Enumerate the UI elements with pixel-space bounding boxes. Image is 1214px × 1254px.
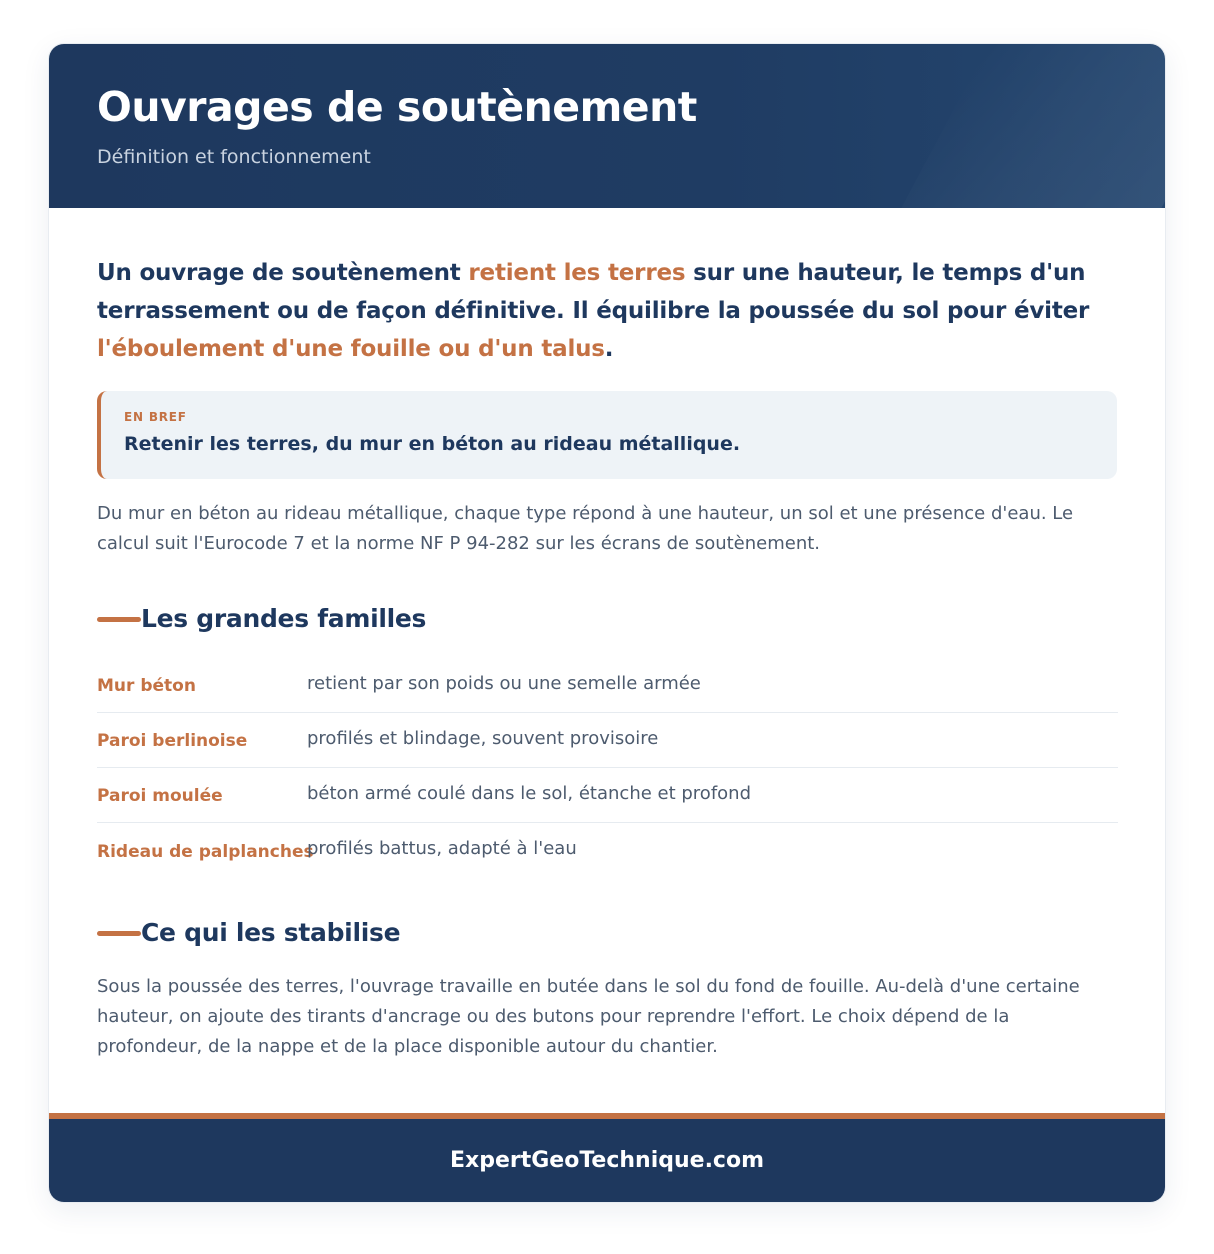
- section-title-families: [97, 602, 1117, 636]
- family-term: Mur béton: [97, 676, 196, 696]
- lead-highlight-1: retient les terres: [468, 260, 686, 286]
- brief-callout: [97, 391, 1117, 479]
- article-card: [48, 43, 1166, 1203]
- lead-highlight-2: l'éboulement d'une fouille ou d'un talus: [97, 336, 605, 362]
- family-term: Paroi berlinoise: [97, 731, 248, 751]
- table-row: [97, 768, 1118, 823]
- table-row: [97, 658, 1118, 713]
- families-table: [97, 658, 1118, 878]
- lead-text-2: sur une hauteur, le temps d'un terrassement ou de façon définitive. Il équilibre la poussée du sol pour éviter: [97, 260, 1090, 324]
- brief-label: EN BREF: [124, 410, 187, 424]
- table-row: [97, 713, 1118, 768]
- lead-paragraph: [97, 254, 1117, 368]
- section-accent-bar: [97, 617, 141, 622]
- family-term: Paroi moulée: [97, 786, 223, 806]
- stability-paragraph: Sous la poussée des terres, l'ouvrage travaille en butée dans le sol du fond de fouille. Au-delà d'une certaine hauteur, on ajoute des tirants d'ancrage ou des butons pour reprendre l'effort. Le choix dépend de la profondeur, de la nappe et de la place disponible autour du chantier.: [97, 976, 1080, 1057]
- family-description: profilés et blindage, souvent provisoire: [307, 727, 659, 749]
- footer-site-name: ExpertGeoTechnique.com: [449, 1148, 765, 1173]
- lead-text-1: Un ouvrage de soutènement: [97, 260, 469, 286]
- family-term: Rideau de palplanches: [97, 841, 314, 862]
- section-accent-bar: [97, 931, 141, 936]
- table-row: [97, 823, 1118, 878]
- family-description: profilés battus, adapté à l'eau: [307, 838, 577, 859]
- brief-text: Retenir les terres, du mur en béton au rideau métallique.: [124, 433, 741, 455]
- lead-text-3: .: [604, 336, 614, 362]
- page-title: Ouvrages de soutènement: [97, 83, 697, 131]
- article-body: [49, 208, 1165, 1062]
- intro-paragraph: Du mur en béton au rideau métallique, chaque type répond à une hauteur, un sol et une présence d'eau. Le calcul suit l'Eurocode 7 et la norme NF P 94-282 sur les écrans de soutènement.: [97, 503, 1074, 554]
- family-description: retient par son poids ou une semelle armée: [307, 672, 701, 694]
- section-title-text: Les grandes familles: [141, 604, 427, 633]
- family-description: béton armé coulé dans le sol, étanche et profond: [307, 782, 752, 804]
- section-title-stability: [97, 916, 1117, 950]
- header: [49, 44, 1165, 208]
- footer: [49, 1119, 1165, 1202]
- page-subtitle: Définition et fonctionnement: [97, 146, 371, 168]
- section-title-text: Ce qui les stabilise: [141, 918, 401, 947]
